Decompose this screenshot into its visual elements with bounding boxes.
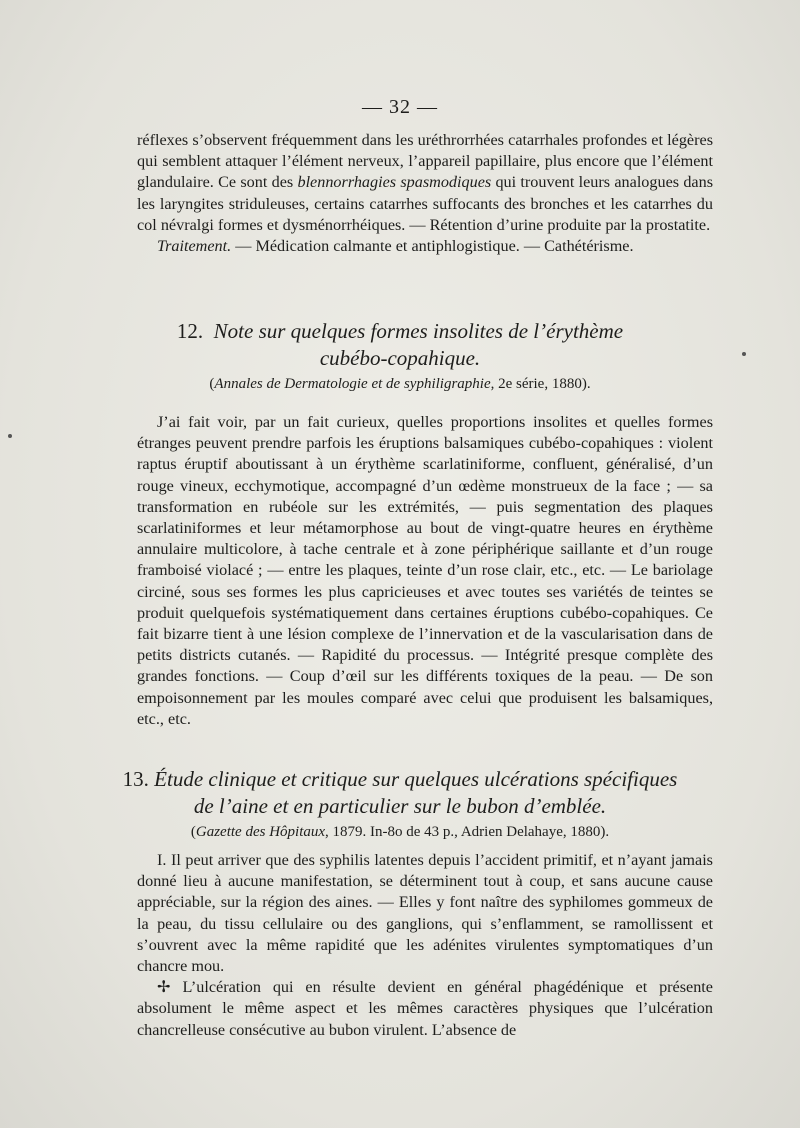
paragraph-ulceration: [137, 977, 713, 1041]
paragraph-reflexes: [137, 130, 713, 236]
citation-details: , 2e série, 1880).: [490, 376, 591, 392]
citation-journal: Gazette des Hôpitaux: [195, 824, 326, 840]
citation-journal: Annales de Dermatologie et de syphiligraphie: [214, 376, 491, 392]
text-block-intro: [137, 130, 713, 257]
citation-open: (: [190, 824, 196, 840]
paper-speck: [742, 352, 746, 356]
text-block-12: [137, 412, 713, 730]
section-title-line2: cubébo-copahique.: [319, 346, 481, 370]
section-heading-13: [0, 766, 800, 820]
margin-marker-icon: ✢: [157, 978, 171, 997]
citation-13: [0, 822, 800, 842]
paragraph-text-end: qui trouvent leurs analogues dans les laryngites striduleuses, certains catarrhes suffocants des bronches et les catarrhes du col névralgi formes et dysménorrhéiques. — Rétention d’urine produite par la prostatite.: [137, 173, 714, 234]
section-title-line1: Note sur quelques formes insolites de l’érythème: [213, 319, 624, 343]
section-title-line1: Étude clinique et critique sur quelques ulcérations spécifiques: [154, 767, 678, 791]
citation-12: [0, 374, 800, 394]
paper-speck: [8, 434, 12, 438]
paragraph-text: réflexes s’observent fréquemment dans les uréthrorrhées catarrhales profondes et légères qui semblent attaquer l’élément nerveux, l’appareil papillaire, plus encore que l’élément glandulaire. Ce sont des: [137, 131, 713, 192]
section-number: 13.: [122, 767, 149, 791]
section-title-line2: de l’aine et en particulier sur le bubon d’emblée.: [193, 794, 607, 818]
treatment-label: Traitement.: [157, 237, 232, 256]
text-block-13: [137, 850, 713, 1041]
treatment-text: — Médication calmante et antiphlogistique. — Cathétérisme.: [231, 237, 634, 256]
section-number: 12.: [176, 319, 204, 343]
emphasis-text: blennorrhagies spasmodiques: [297, 173, 492, 192]
paragraph-syphilis: I. Il peut arriver que des syphilis latentes depuis l’accident primitif, et n’ayant jamais donné lieu à aucune manifestation, se déterminent tout à coup, et sans aucune cause appréciable, sur la région des aines. — Elles y font naître des syphilomes gommeux de la peau, du tissu cellulaire ou des ganglions, qui s’enflamment, se ramollissent et s’ouvrent avec la même rapidité que les adénites virulentes symptomatiques d’un chancre mou.: [137, 851, 713, 976]
citation-details: , 1879. In-8o de 43 p., Adrien Delahaye, 1880).: [325, 824, 610, 840]
citation-open: (: [209, 376, 215, 392]
paragraph-text: L’ulcération qui en résulte devient en général phagédénique et présente absolument le même aspect et les mêmes caractères physiques que l’ulcération chancrelleuse consécutive au bubon virulent. L’absence de: [137, 978, 713, 1039]
paragraph-treatment: [137, 236, 713, 257]
section-heading-12: [0, 318, 800, 372]
page-number: — 32 —: [362, 96, 438, 118]
paragraph-erytheme: J’ai fait voir, par un fait curieux, quelles proportions insolites et quelles formes étranges peuvent prendre parfois les éruptions balsamiques cubébo-copahiques : violent raptus éruptif aboutissant à un érythème scarlatiniforme, confluent, généralisé, d’un rouge vineux, ecchymotique, accompagné d’un œdème monstrueux de la face ; — sa transformation en rubéole sur les extrémités, — puis segmentation des plaques scarlatiniformes et leur métamorphose au bout de vingt-quatre heures en érythème annulaire multicolore, à tache centrale et à zone périphérique saillante et d’un rouge framboisé violacé ; — entre les plaques, teinte d’un rose clair, etc., etc. — Le bariolage circiné, sous ses formes les plus capricieuses et avec toutes ses variétés de teintes se produit quelquefois systématiquement dans certaines éruptions cubébo-copahiques. Ce fait bizarre tient à une lésion complexe de l’innervation et de la vascularisation dans de petits districts cutanés. — Rapidité du processus. — Intégrité presque complète des grandes fonctions. — Coup d’œil sur les différents toxiques de la peau. — De son empoisonnement par les moules comparé avec celui que produisent les balsamiques, etc., etc.: [137, 413, 713, 728]
